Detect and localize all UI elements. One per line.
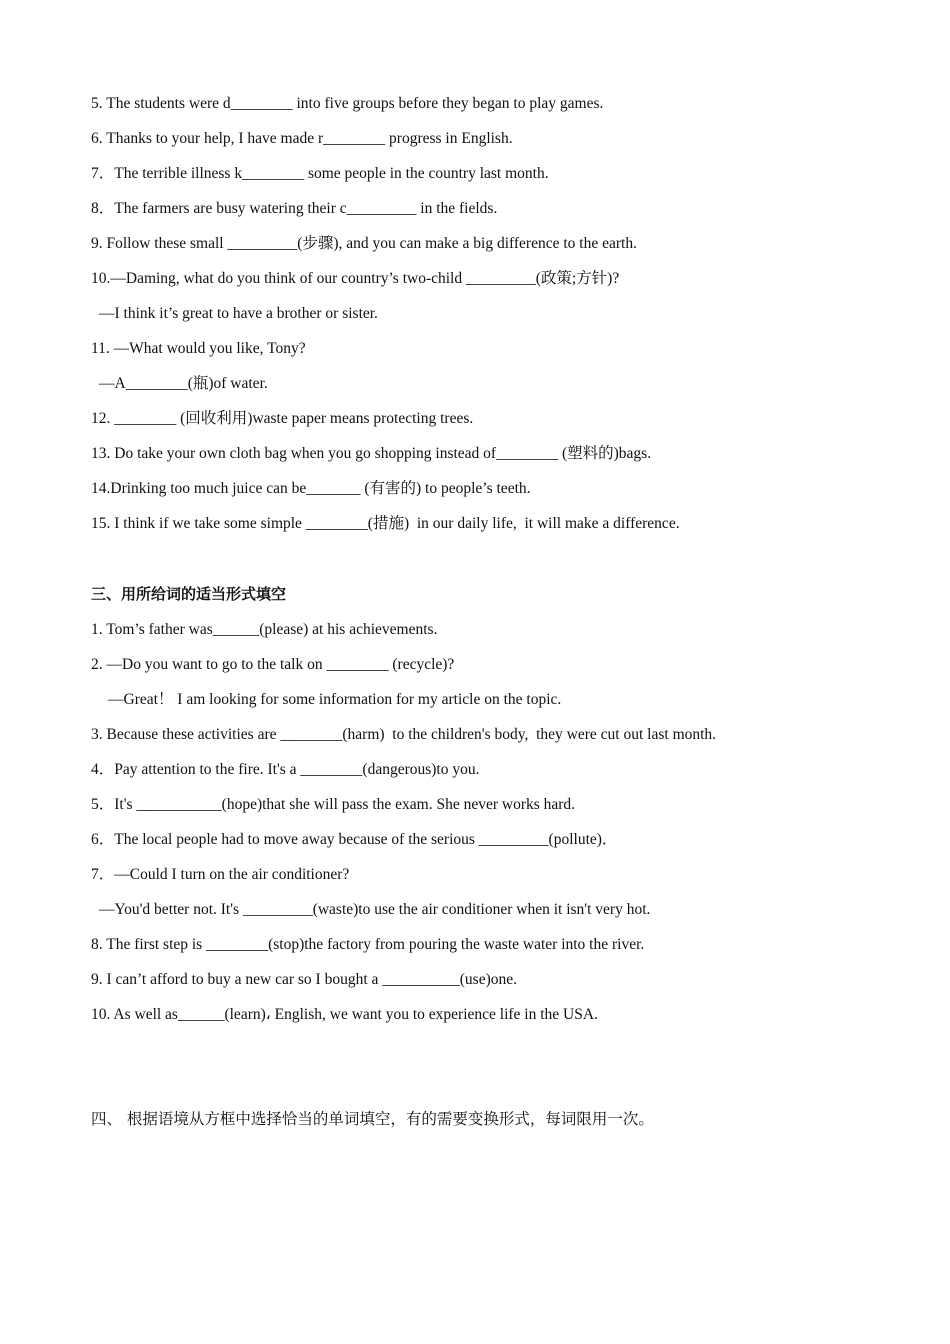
s3-item-7: 7．—Could I turn on the air conditioner? bbox=[91, 866, 350, 883]
s3-item-4: 4．Pay attention to the fire. It's a ________(dangerous)to you. bbox=[91, 761, 480, 778]
s2-item-7: 7．The terrible illness k________ some people in the country last month. bbox=[91, 165, 549, 182]
s2-item-10-answer: —I think it’s great to have a brother or sister. bbox=[99, 305, 378, 322]
s3-item-10: 10. As well as______(learn)، English, we want you to experience life in the USA. bbox=[91, 1006, 598, 1023]
s2-item-12: 12. ________ (回收利用)waste paper means protecting trees. bbox=[91, 410, 474, 427]
section3-title: 三、用所给词的适当形式填空 bbox=[91, 585, 287, 603]
s2-item-6: 6. Thanks to your help, I have made r________ progress in English. bbox=[91, 130, 513, 147]
s2-item-5: 5. The students were d________ into five groups before they began to play games. bbox=[91, 95, 604, 112]
s3-item-3: 3. Because these activities are ________(harm) to the children's body, they were cut out last month. bbox=[91, 726, 717, 743]
s2-item-11-answer: —A________(瓶)of water. bbox=[99, 375, 268, 392]
section4-title: 四、 根据语境从方框中选择恰当的单词填空，有的需要变换形式，每词限用一次。 bbox=[91, 1110, 654, 1128]
s2-item-13: 13. Do take your own cloth bag when you go shopping instead of________ (塑料的)bags. bbox=[91, 445, 652, 462]
s2-item-8: 8．The farmers are busy watering their c_________ in the fields. bbox=[91, 200, 498, 217]
s2-item-15: 15. I think if we take some simple ________(措施) in our daily life, it will make a difference. bbox=[91, 515, 680, 532]
s3-item-8: 8. The first step is ________(stop)the factory from pouring the waste water into the river. bbox=[91, 936, 645, 953]
s3-item-2-answer: —Great！ I am looking for some information for my article on the topic. bbox=[108, 691, 562, 708]
s2-item-14: 14.Drinking too much juice can be_______ (有害的) to people’s teeth. bbox=[91, 480, 531, 497]
s3-item-6: 6．The local people had to move away because of the serious _________(pollute)． bbox=[91, 831, 618, 848]
s3-item-1: 1. Tom’s father was______(please) at his achievements. bbox=[91, 621, 438, 638]
s3-item-9: 9. I can’t afford to buy a new car so I bought a __________(use)one. bbox=[91, 971, 517, 988]
s2-item-9: 9. Follow these small _________(步骤), and you can make a big difference to the earth. bbox=[91, 235, 637, 252]
s3-item-7-answer: —You'd better not. It's _________(waste)to use the air conditioner when it isn't very hot. bbox=[99, 901, 651, 918]
s3-item-5: 5．It's ___________(hope)that she will pass the exam. She never works hard. bbox=[91, 796, 576, 813]
s3-item-2: 2. —Do you want to go to the talk on ________ (recycle)? bbox=[91, 656, 455, 673]
s2-item-11: 11. —What would you like, Tony? bbox=[91, 340, 306, 357]
s2-item-10: 10.—Daming, what do you think of our country’s two-child _________(政策;方针)? bbox=[91, 270, 620, 287]
